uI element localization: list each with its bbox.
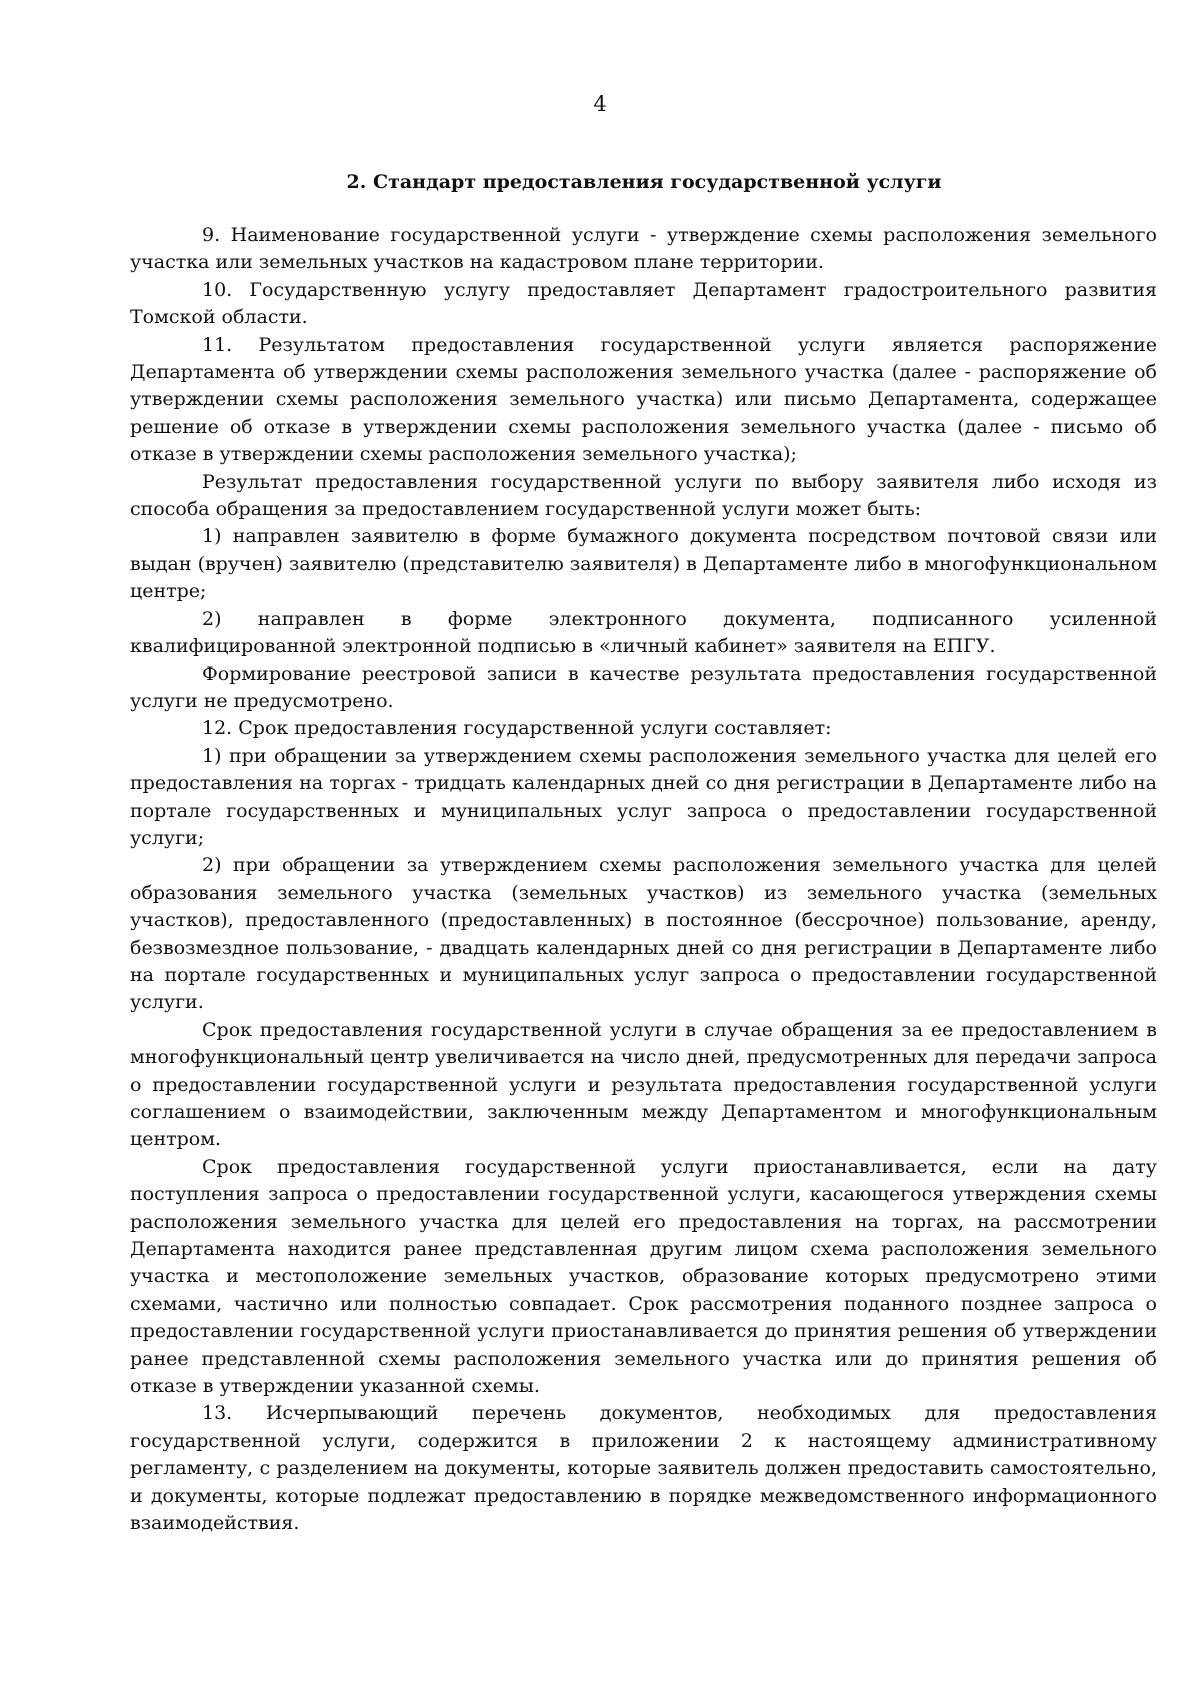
paragraph-term-option-2: 2) при обращении за утверждением схемы расположения земельного участка для целей образования земельного участка (земельных участков) из земельного участка (земельных участков), предоставленного (предоставленных) в постоянное (бессрочное) пользование, аренду, безвозмездное пользование, - двадцать календарных дней со дня регистрации в Департаменте либо на портале государственных и муниципальных услуг запроса о предоставлении государственной услуги. (130, 854, 1157, 1014)
paragraph-result-delivery: Результат предоставления государственной услуги по выбору заявителя либо исходя из способа обращения за предоставлением государственной услуги может быть: (130, 470, 1157, 521)
paragraph-term-mfc: Срок предоставления государственной услуги в случае обращения за ее предоставлением в многофункциональный центр увеличивается на число дней, предусмотренных для передачи запроса о предоставлении государственной услуги и результата предоставления государственной услуги соглашением о взаимодействии, заключенным между Департаментом и многофункциональным центром. (130, 1018, 1157, 1151)
paragraph-12: 12. Срок предоставления государственной услуги составляет: (202, 717, 832, 740)
page-number: 4 (593, 92, 607, 116)
document-body (130, 222, 1157, 1538)
paragraph-10: 10. Государственную услугу предоставляет Департамент градостроительного развития Томской области. (130, 278, 1157, 329)
paragraph-term-suspension: Срок предоставления государственной услуги приостанавливается, если на дату поступления запроса о предоставлении государственной услуги, касающегося утверждения схемы расположения земельного участка для целей его предоставления на торгах, на рассмотрении Департамента находится ранее представленная другим лицом схема расположения земельного участка и местоположение земельных участков, образование которых предусмотрено этими схемами, частично или полностью совпадает. Срок рассмотрения поданного позднее запроса о предоставлении государственной услуги приостанавливается до принятия решения об утверждении ранее представленной схемы расположения земельного участка или до принятия решения об отказе в утверждении указанной схемы. (130, 1155, 1157, 1398)
paragraph-13: 13. Исчерпывающий перечень документов, необходимых для предоставления государственной услуги, содержится в приложении 2 к настоящему административному регламенту, с разделением на документы, которые заявитель должен предоставить самостоятельно, и документы, которые подлежат предоставлению в порядке межведомственного информационного взаимодействия. (130, 1402, 1157, 1535)
paragraph-11: 11. Результатом предоставления государственной услуги является распоряжение Департамента об утверждении схемы расположения земельного участка (далее - распоряжение об утверждении схемы расположения земельного участка) или письмо Департамента, содержащее решение об отказе в утверждении схемы расположения земельного участка (далее - письмо об отказе в утверждении схемы расположения земельного участка); (130, 333, 1157, 466)
paragraph-registry-record: Формирование реестровой записи в качестве результата предоставления государственной услуги не предусмотрено. (130, 662, 1157, 712)
section-heading: 2. Стандарт предоставления государственной услуги (346, 171, 942, 193)
paragraph-result-option-2: 2) направлен в форме электронного документа, подписанного усиленной квалифицированной электронной подписью в «личный кабинет» заявителя на ЕПГУ. (130, 607, 1157, 658)
paragraph-result-option-1: 1) направлен заявителю в форме бумажного документа посредством почтовой связи или выдан (вручен) заявителю (представителю заявителя) в Департаменте либо в многофункциональном центре; (130, 525, 1157, 603)
paragraph-term-option-1: 1) при обращении за утверждением схемы расположения земельного участка для целей его предоставления на торгах - тридцать календарных дней со дня регистрации в Департаменте либо на портале государственных и муниципальных услуг запроса о предоставлении государственной услуги; (130, 744, 1157, 849)
paragraph-9: 9. Наименование государственной услуги - утверждение схемы расположения земельного участка или земельных участков на кадастровом плане территории. (130, 224, 1157, 274)
